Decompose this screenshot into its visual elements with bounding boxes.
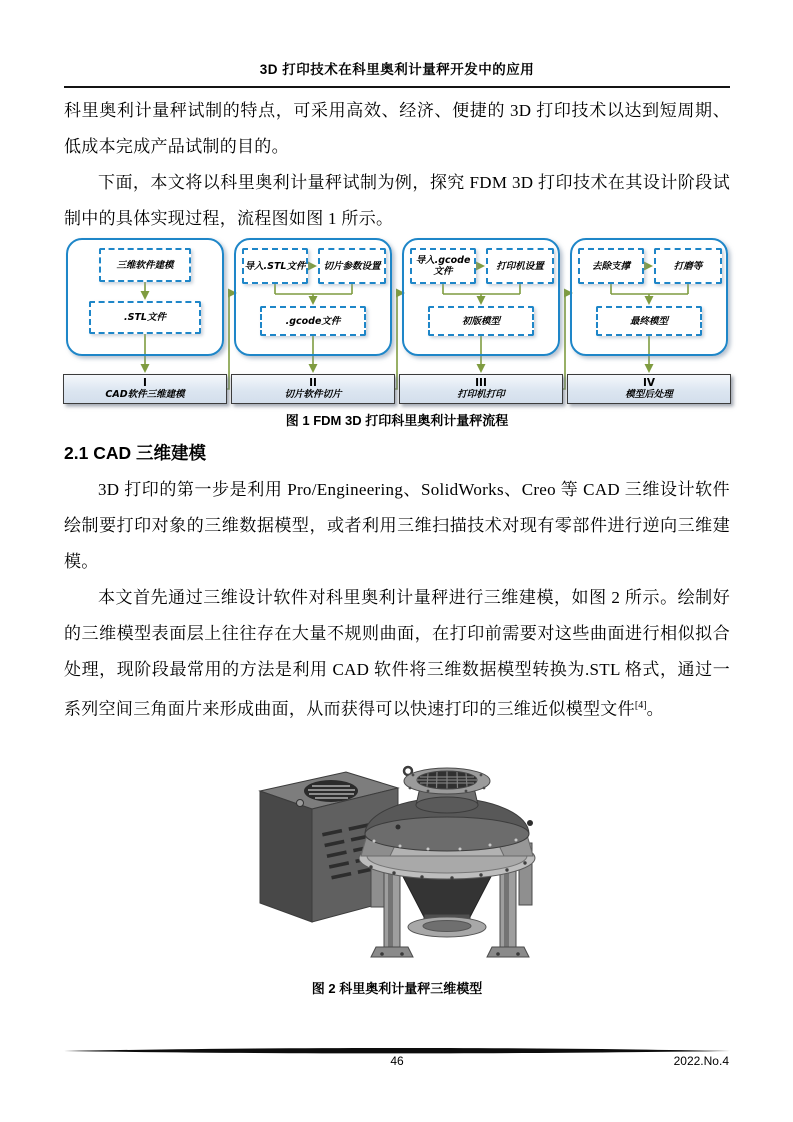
stage3-numeral: III bbox=[475, 376, 487, 389]
citation-4: [4] bbox=[634, 700, 647, 711]
stage2-box-slice-params: 切片参数设置 bbox=[318, 248, 386, 284]
stage2-box-import-stl: 导入.STL文件 bbox=[242, 248, 308, 284]
stage3-title-box bbox=[399, 374, 563, 404]
stage4-label: 模型后处理 bbox=[625, 389, 673, 400]
header-rule bbox=[64, 86, 730, 88]
section-paragraph-2-tail: 。 bbox=[646, 699, 664, 719]
section-heading-2-1: 2.1 CAD 三维建模 bbox=[64, 443, 206, 463]
stage4-box-remove-support: 去除支撑 bbox=[578, 248, 644, 284]
section-paragraph-2 bbox=[64, 580, 730, 728]
stage3-label: 打印机打印 bbox=[457, 389, 505, 400]
stage4-title-box bbox=[567, 374, 731, 404]
stage1-title-box bbox=[63, 374, 227, 404]
section-paragraph-1: 3D 打印的第一步是利用 Pro/Engineering、SolidWorks、Creo 等 CAD 三维设计软件绘制要打印对象的三维数据模型，或者利用三维扫描技术对现有零部件进行逆向三维建模。 bbox=[64, 480, 730, 571]
intro-paragraph-2: 下面，本文将以科里奥利计量秤试制为例，探究 FDM 3D 打印技术在其设计阶段试制中的具体实现过程，流程图如图 1 所示。 bbox=[64, 173, 730, 228]
stage1-numeral: I bbox=[143, 376, 147, 389]
figure2 bbox=[64, 731, 730, 974]
figure2-image bbox=[232, 731, 562, 969]
stage1-box-stl-file: .STL文件 bbox=[89, 301, 201, 334]
stage4-box-polish: 打磨等 bbox=[654, 248, 722, 284]
stage1-label: CAD软件三维建模 bbox=[105, 389, 185, 400]
figure1-caption: 图 1 FDM 3D 打印科里奥利计量秤流程 bbox=[285, 413, 509, 428]
section-paragraph-2-text: 本文首先通过三维设计软件对科里奥利计量秤进行三维建模，如图 2 所示。绘制好的三维模型表面层上往往存在大量不规则曲面，在打印前需要对这些曲面进行相似拟合处理，现阶段最常用的方法是利用 CAD 软件将三维数据模型转换为.STL 格式，通过一系列空间三角面片来形成曲面，从而获得可以快速打印的三维近似模型文件 bbox=[64, 588, 730, 719]
stage2-label: 切片软件切片 bbox=[284, 389, 342, 400]
running-header-title: 3D 打印技术在科里奥利计量秤开发中的应用 bbox=[259, 62, 535, 77]
stage1-box-modeling: 三维软件建模 bbox=[99, 248, 191, 282]
stage2-numeral: II bbox=[309, 376, 317, 389]
page-content bbox=[64, 93, 730, 997]
stage2-title-box bbox=[231, 374, 395, 404]
page-number: 46 bbox=[390, 1054, 404, 1068]
figure2-caption: 图 2 科里奥利计量秤三维模型 bbox=[311, 980, 483, 996]
stage2-box-gcode-file: .gcode文件 bbox=[260, 306, 366, 336]
stage3-box-printer-setup: 打印机设置 bbox=[486, 248, 554, 284]
figure1-flowchart bbox=[64, 238, 730, 406]
stage3-box-initial-model: 初版模型 bbox=[428, 306, 534, 336]
stage3-box-import-gcode: 导入.gcode文件 bbox=[410, 248, 476, 284]
stage4-numeral: IV bbox=[642, 376, 656, 389]
intro-paragraph-1: 科里奥利计量秤试制的特点，可采用高效、经济、便捷的 3D 打印技术以达到短周期、低成本完成产品试制的目的。 bbox=[64, 101, 730, 156]
stage4-box-final-model: 最终模型 bbox=[596, 306, 702, 336]
issue-label: 2022.No.4 bbox=[673, 1054, 729, 1068]
